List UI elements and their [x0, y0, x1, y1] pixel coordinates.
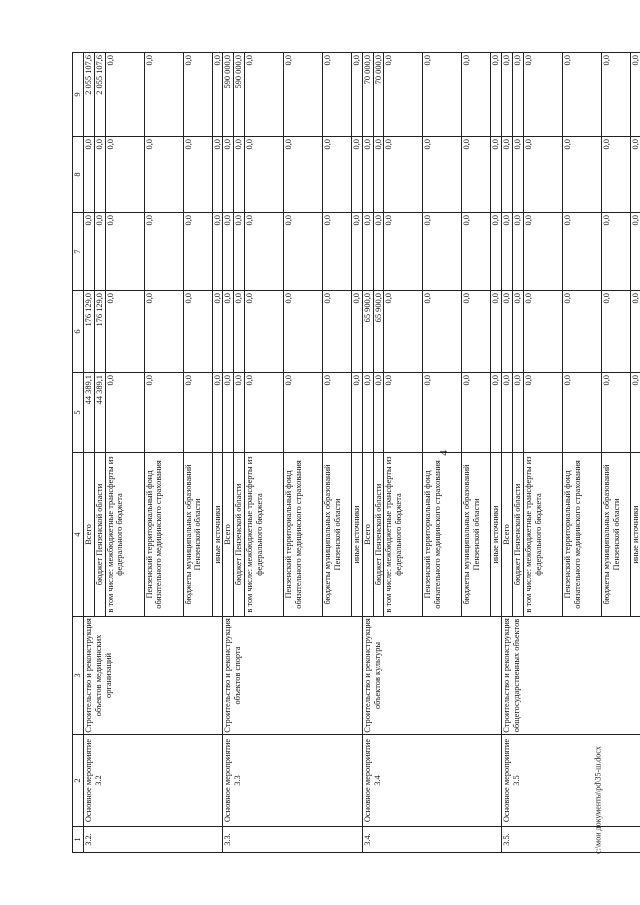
funding-source-cell: бюджеты муниципальных образований Пензенской области [183, 453, 212, 617]
value-cell: 0,0 [601, 373, 630, 453]
value-cell: 0,0 [94, 137, 105, 213]
funding-source-cell: бюджет Пензенской области [94, 453, 105, 617]
value-cell: 0,0 [223, 291, 234, 373]
value-cell: 0,0 [105, 291, 144, 373]
col-4-header: 4 [73, 453, 84, 617]
col-6-header: 6 [73, 291, 84, 373]
value-cell: 0,0 [523, 53, 562, 137]
value-cell: 0,0 [373, 137, 384, 213]
funding-source-cell: бюджет Пензенской области [234, 453, 245, 617]
value-cell: 0,0 [362, 373, 373, 453]
measure-cell: Основное мероприятие 3.4 [362, 735, 501, 827]
value-cell: 0,0 [491, 137, 502, 213]
value-cell: 0,0 [234, 373, 245, 453]
col-8-header: 8 [73, 137, 84, 213]
funding-source-cell: Пензенский территориальный фонд обязательного медицинского страхования [283, 453, 322, 617]
value-cell: 0,0 [212, 213, 223, 291]
value-cell: 0,0 [423, 53, 462, 137]
group-number: 3.4. [362, 827, 501, 853]
value-cell: 0,0 [562, 373, 601, 453]
value-cell: 0,0 [630, 137, 640, 213]
value-cell: 0,0 [362, 213, 373, 291]
col-1-header: 1 [73, 827, 84, 853]
funding-source-cell: бюджеты муниципальных образований Пензенской области [601, 453, 630, 617]
value-cell: 0,0 [630, 291, 640, 373]
funding-source-cell: бюджеты муниципальных образований Пензенской области [462, 453, 491, 617]
value-cell: 0,0 [283, 137, 322, 213]
value-cell: 0,0 [384, 137, 423, 213]
value-cell: 0,0 [523, 291, 562, 373]
value-cell: 0,0 [234, 291, 245, 373]
group-number: 3.5. [502, 827, 640, 853]
value-cell: 0,0 [502, 53, 513, 137]
value-cell: 0,0 [462, 53, 491, 137]
value-cell: 0,0 [462, 137, 491, 213]
budget-table [72, 52, 640, 853]
measure-cell: Основное мероприятие 3.2 [84, 735, 223, 827]
value-cell: 2 055 107,6 [84, 53, 95, 137]
value-cell: 0,0 [234, 137, 245, 213]
value-cell: 0,0 [105, 213, 144, 291]
funding-source-cell: иные источники [491, 453, 502, 617]
value-cell: 0,0 [512, 213, 523, 291]
value-cell: 0,0 [562, 53, 601, 137]
value-cell: 590 000,0 [223, 53, 234, 137]
value-cell: 0,0 [384, 373, 423, 453]
value-cell: 0,0 [502, 213, 513, 291]
value-cell: 0,0 [94, 213, 105, 291]
value-cell: 176 129,0 [84, 291, 95, 373]
value-cell: 0,0 [183, 291, 212, 373]
measure-name-cell: Строительство и реконструкция общегосударственных объектов [502, 617, 640, 735]
value-cell: 65 900,0 [362, 291, 373, 373]
value-cell: 0,0 [105, 53, 144, 137]
measure-cell: Основное мероприятие 3.3 [223, 735, 362, 827]
value-cell: 0,0 [322, 137, 351, 213]
table-row [502, 53, 513, 853]
funding-source-cell: бюджеты муниципальных образований Пензенской области [322, 453, 351, 617]
value-cell: 0,0 [144, 373, 183, 453]
value-cell: 176 129,0 [94, 291, 105, 373]
value-cell: 0,0 [244, 137, 283, 213]
funding-source-cell: бюджет Пензенской области [373, 453, 384, 617]
value-cell: 0,0 [502, 373, 513, 453]
value-cell: 0,0 [630, 373, 640, 453]
value-cell: 0,0 [384, 53, 423, 137]
value-cell: 0,0 [523, 137, 562, 213]
funding-source-cell: Пензенский территориальный фонд обязательного медицинского страхования [144, 453, 183, 617]
value-cell: 0,0 [351, 53, 362, 137]
value-cell: 0,0 [384, 291, 423, 373]
funding-source-cell: Всего [502, 453, 513, 617]
value-cell: 0,0 [322, 291, 351, 373]
value-cell: 0,0 [322, 373, 351, 453]
value-cell: 0,0 [601, 213, 630, 291]
value-cell: 0,0 [144, 137, 183, 213]
funding-source-cell: в том числе: межбюджетные трансферты из федерального бюджета [244, 453, 283, 617]
value-cell: 0,0 [183, 373, 212, 453]
funding-source-cell: бюджет Пензенской области [512, 453, 523, 617]
value-cell: 0,0 [105, 373, 144, 453]
funding-source-cell: Пензенский территориальный фонд обязательного медицинского страхования [562, 453, 601, 617]
value-cell: 0,0 [212, 53, 223, 137]
value-cell: 0,0 [223, 213, 234, 291]
value-cell: 70 000,0 [373, 53, 384, 137]
group-number: 3.3. [223, 827, 362, 853]
value-cell: 0,0 [630, 213, 640, 291]
value-cell: 0,0 [144, 53, 183, 137]
value-cell: 0,0 [384, 213, 423, 291]
value-cell: 65 900,0 [373, 291, 384, 373]
col-2-header: 2 [73, 735, 84, 827]
value-cell: 0,0 [283, 213, 322, 291]
value-cell: 0,0 [562, 291, 601, 373]
value-cell: 0,0 [244, 291, 283, 373]
value-cell: 0,0 [423, 137, 462, 213]
funding-source-cell: в том числе: межбюджетные трансферты из федерального бюджета [523, 453, 562, 617]
funding-source-cell: Всего [362, 453, 373, 617]
measure-name-cell: Строительство и реконструкция объектов культуры [362, 617, 501, 735]
value-cell: 0,0 [462, 213, 491, 291]
measure-name-cell: Строительство и реконструкция объектов медицинских организаций [84, 617, 223, 735]
value-cell: 0,0 [630, 53, 640, 137]
value-cell: 0,0 [562, 213, 601, 291]
value-cell: 0,0 [351, 373, 362, 453]
value-cell: 0,0 [562, 137, 601, 213]
value-cell: 0,0 [234, 213, 245, 291]
value-cell: 0,0 [512, 291, 523, 373]
value-cell: 0,0 [183, 53, 212, 137]
value-cell: 0,0 [462, 291, 491, 373]
value-cell: 0,0 [84, 137, 95, 213]
col-9-header: 9 [73, 53, 84, 137]
table-body [84, 53, 640, 853]
value-cell: 0,0 [223, 137, 234, 213]
value-cell: 0,0 [502, 137, 513, 213]
value-cell: 0,0 [144, 213, 183, 291]
funding-source-cell: иные источники [351, 453, 362, 617]
value-cell: 44 389,1 [84, 373, 95, 453]
value-cell: 0,0 [491, 373, 502, 453]
value-cell: 0,0 [283, 373, 322, 453]
value-cell: 0,0 [491, 53, 502, 137]
value-cell: 0,0 [512, 53, 523, 137]
value-cell: 0,0 [502, 291, 513, 373]
page-number: 4 [438, 450, 450, 456]
value-cell: 0,0 [183, 213, 212, 291]
table-row [84, 53, 95, 853]
value-cell: 0,0 [322, 213, 351, 291]
measure-cell: Основное мероприятие 3.5 [502, 735, 640, 827]
value-cell: 0,0 [462, 373, 491, 453]
value-cell: 0,0 [283, 53, 322, 137]
value-cell: 590 000,0 [234, 53, 245, 137]
value-cell: 0,0 [212, 137, 223, 213]
value-cell: 0,0 [423, 373, 462, 453]
value-cell: 2 055 107,6 [94, 53, 105, 137]
value-cell: 0,0 [283, 291, 322, 373]
funding-source-cell: иные источники [630, 453, 640, 617]
funding-source-cell: иные источники [212, 453, 223, 617]
value-cell: 0,0 [601, 291, 630, 373]
funding-source-cell: Пензенский территориальный фонд обязательного медицинского страхования [423, 453, 462, 617]
value-cell: 0,0 [373, 373, 384, 453]
value-cell: 0,0 [84, 213, 95, 291]
value-cell: 0,0 [423, 291, 462, 373]
value-cell: 0,0 [212, 291, 223, 373]
funding-source-cell: в том числе: межбюджетные трансферты из федерального бюджета [105, 453, 144, 617]
value-cell: 0,0 [351, 291, 362, 373]
file-path-footer: c:\мои документы\pd\35-ш.docx [593, 746, 603, 854]
value-cell: 0,0 [183, 137, 212, 213]
value-cell: 0,0 [244, 53, 283, 137]
value-cell: 0,0 [362, 137, 373, 213]
value-cell: 0,0 [351, 213, 362, 291]
value-cell: 0,0 [512, 373, 523, 453]
value-cell: 0,0 [523, 213, 562, 291]
value-cell: 0,0 [512, 137, 523, 213]
col-5-header: 5 [73, 373, 84, 453]
value-cell: 0,0 [491, 291, 502, 373]
funding-source-cell: в том числе: межбюджетные трансферты из федерального бюджета [384, 453, 423, 617]
value-cell: 0,0 [423, 213, 462, 291]
funding-source-cell: Всего [223, 453, 234, 617]
value-cell: 0,0 [601, 137, 630, 213]
value-cell: 0,0 [212, 373, 223, 453]
value-cell: 0,0 [244, 213, 283, 291]
group-number: 3.2. [84, 827, 223, 853]
value-cell: 0,0 [601, 53, 630, 137]
rotated-table-container [72, 53, 640, 853]
value-cell: 0,0 [223, 373, 234, 453]
value-cell: 0,0 [105, 137, 144, 213]
value-cell: 0,0 [244, 373, 283, 453]
funding-source-cell: Всего [84, 453, 95, 617]
value-cell: 0,0 [491, 213, 502, 291]
col-7-header: 7 [73, 213, 84, 291]
value-cell: 0,0 [523, 373, 562, 453]
value-cell: 70 000,0 [362, 53, 373, 137]
value-cell: 44 389,1 [94, 373, 105, 453]
table-row [362, 53, 373, 853]
col-3-header: 3 [73, 617, 84, 735]
value-cell: 0,0 [373, 213, 384, 291]
value-cell: 0,0 [351, 137, 362, 213]
table-row [223, 53, 234, 853]
value-cell: 0,0 [322, 53, 351, 137]
header-row [73, 53, 84, 853]
value-cell: 0,0 [144, 291, 183, 373]
measure-name-cell: Строительство и реконструкция объектов спорта [223, 617, 362, 735]
